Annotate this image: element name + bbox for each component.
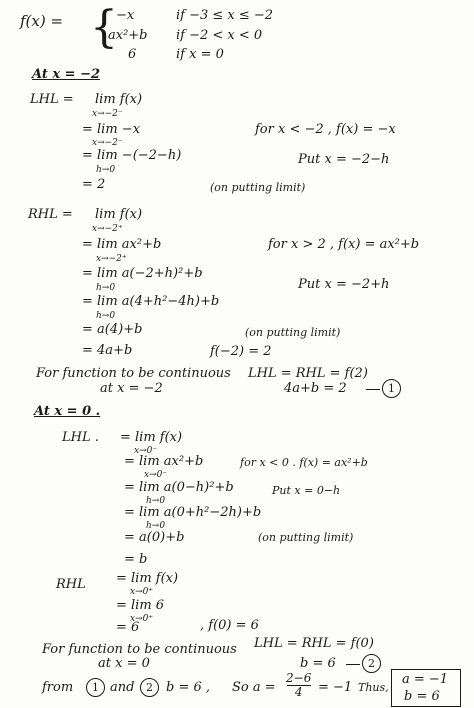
rhl-note-condition: for x > 2 , f(x) = ax²+b [268,237,420,252]
continuity-text-1: For function to be continuous [36,366,231,381]
rhl-step-2: = lim a(−2+h)²+b [82,266,203,281]
conclusion-so: So a = [232,680,276,695]
lhl2-step-4: = a(0)+b [124,530,185,545]
rhl2-step-1: = lim 6 [116,598,165,613]
case-3-condition: if x = 0 [176,47,224,62]
lhl2-sub-1: x→0⁻ [134,446,158,456]
continuity-text-2b: at x = 0 [98,656,150,671]
continuity-condition-2: LHL = RHL = f(0) [254,636,374,651]
conclusion-ref-1: 1 [86,678,105,697]
case-2-expr: ax²+b [108,28,148,43]
lhl-label-2: LHL . [62,430,99,445]
conclusion-fraction [286,672,311,699]
rhl-step-3: = lim a(4+h²−4h)+b [82,294,220,309]
conclusion-b-value: b = 6 , [166,680,211,695]
continuity-condition-1: LHL = RHL = f(2) [248,366,368,381]
lhl-note-limit: (on putting limit) [210,181,306,194]
lhl-sub-2: x→−2⁻ [92,138,123,148]
rhl-sub-4: h→0 [96,311,116,321]
rhl2-sub-2: x→0⁺ [130,614,154,624]
lhl2-note-put: Put x = 0−h [272,484,341,497]
case-2-condition: if −2 < x < 0 [176,28,263,43]
equation-2-number: 2 [362,654,381,673]
rhl-limit-1: lim f(x) [95,207,143,222]
lhl-step-2: = lim −(−2−h) [82,148,182,163]
rhl2-limit-1: = lim f(x) [116,571,179,586]
lhl2-step-3: = lim a(0+h²−2h)+b [124,505,262,520]
f-at-minus-2: f(−2) = 2 [210,344,272,359]
conclusion-from: from [42,680,74,695]
rhl-sub-1: x→−2⁺ [92,224,123,234]
conclusion-thus: Thus, [358,681,389,694]
f-at-0: , f(0) = 6 [200,618,259,633]
lhl-note-put: Put x = −2−h [298,152,390,167]
rhl-sub-3: h→0 [96,283,116,293]
rhl2-sub-1: x→0⁺ [130,587,154,597]
heading-at-x-0: At x = 0 . [34,404,101,419]
lhl-sub-3: h→0 [96,165,116,175]
lhl2-step-1: = lim ax²+b [124,454,204,469]
equation-2-dash [346,664,360,665]
lhl2-sub-2: x→0⁻ [144,470,168,480]
lhl2-sub-3: h→0 [146,496,166,506]
lhl2-note-limit: (on putting limit) [258,531,354,544]
lhl-note-condition: for x < −2 , f(x) = −x [255,122,396,137]
lhl2-note-condition: for x < 0 . f(x) = ax²+b [240,456,368,469]
lhl2-sub-4: h→0 [146,521,166,531]
rhl-note-put: Put x = −2+h [298,277,390,292]
conclusion-and: and [110,680,135,695]
heading-at-x-minus-2: At x = −2 [32,67,101,82]
conclusion-ref-2: 2 [140,678,159,697]
lhl2-limit-1: = lim f(x) [120,430,183,445]
continuity-text-2: For function to be continuous [42,642,237,657]
lhl-step-1: = lim −x [82,122,141,137]
conclusion-result: = −1 [318,680,353,695]
lhl2-step-2: = lim a(0−h)²+b [124,480,234,495]
case-3-expr: 6 [128,47,137,62]
equation-2: b = 6 [300,656,336,671]
piecewise-brace: { [90,2,118,53]
rhl-step-4: = a(4)+b [82,322,143,337]
lhl-step-3: = 2 [82,177,106,192]
rhl2-step-2: = 6 [116,620,140,635]
lhl-limit-1: lim f(x) [95,92,143,107]
lhl-label-1: LHL = [30,92,74,107]
fraction-denominator: 4 [294,685,303,699]
fraction-numerator: 2−6 [286,671,312,685]
lhl-sub-1: x→−2⁻ [92,109,123,119]
equation-1: 4a+b = 2 [284,381,347,396]
rhl-step-5: = 4a+b [82,343,133,358]
continuity-text-1b: at x = −2 [100,381,163,396]
case-1-expr: −x [116,8,135,23]
rhl-sub-2: x→−2⁺ [96,254,127,264]
rhl-label-2: RHL [56,577,86,592]
case-1-condition: if −3 ≤ x ≤ −2 [176,8,274,23]
function-lhs: f(x) = [20,12,64,30]
final-b: b = 6 [404,689,440,704]
rhl-label-1: RHL = [28,207,73,222]
lhl2-step-5: = b [124,552,148,567]
final-a: a = −1 [402,672,449,687]
rhl-step-1: = lim ax²+b [82,237,162,252]
equation-1-number: 1 [382,379,401,398]
rhl-note-limit: (on putting limit) [245,326,341,339]
equation-1-dash [366,389,380,390]
